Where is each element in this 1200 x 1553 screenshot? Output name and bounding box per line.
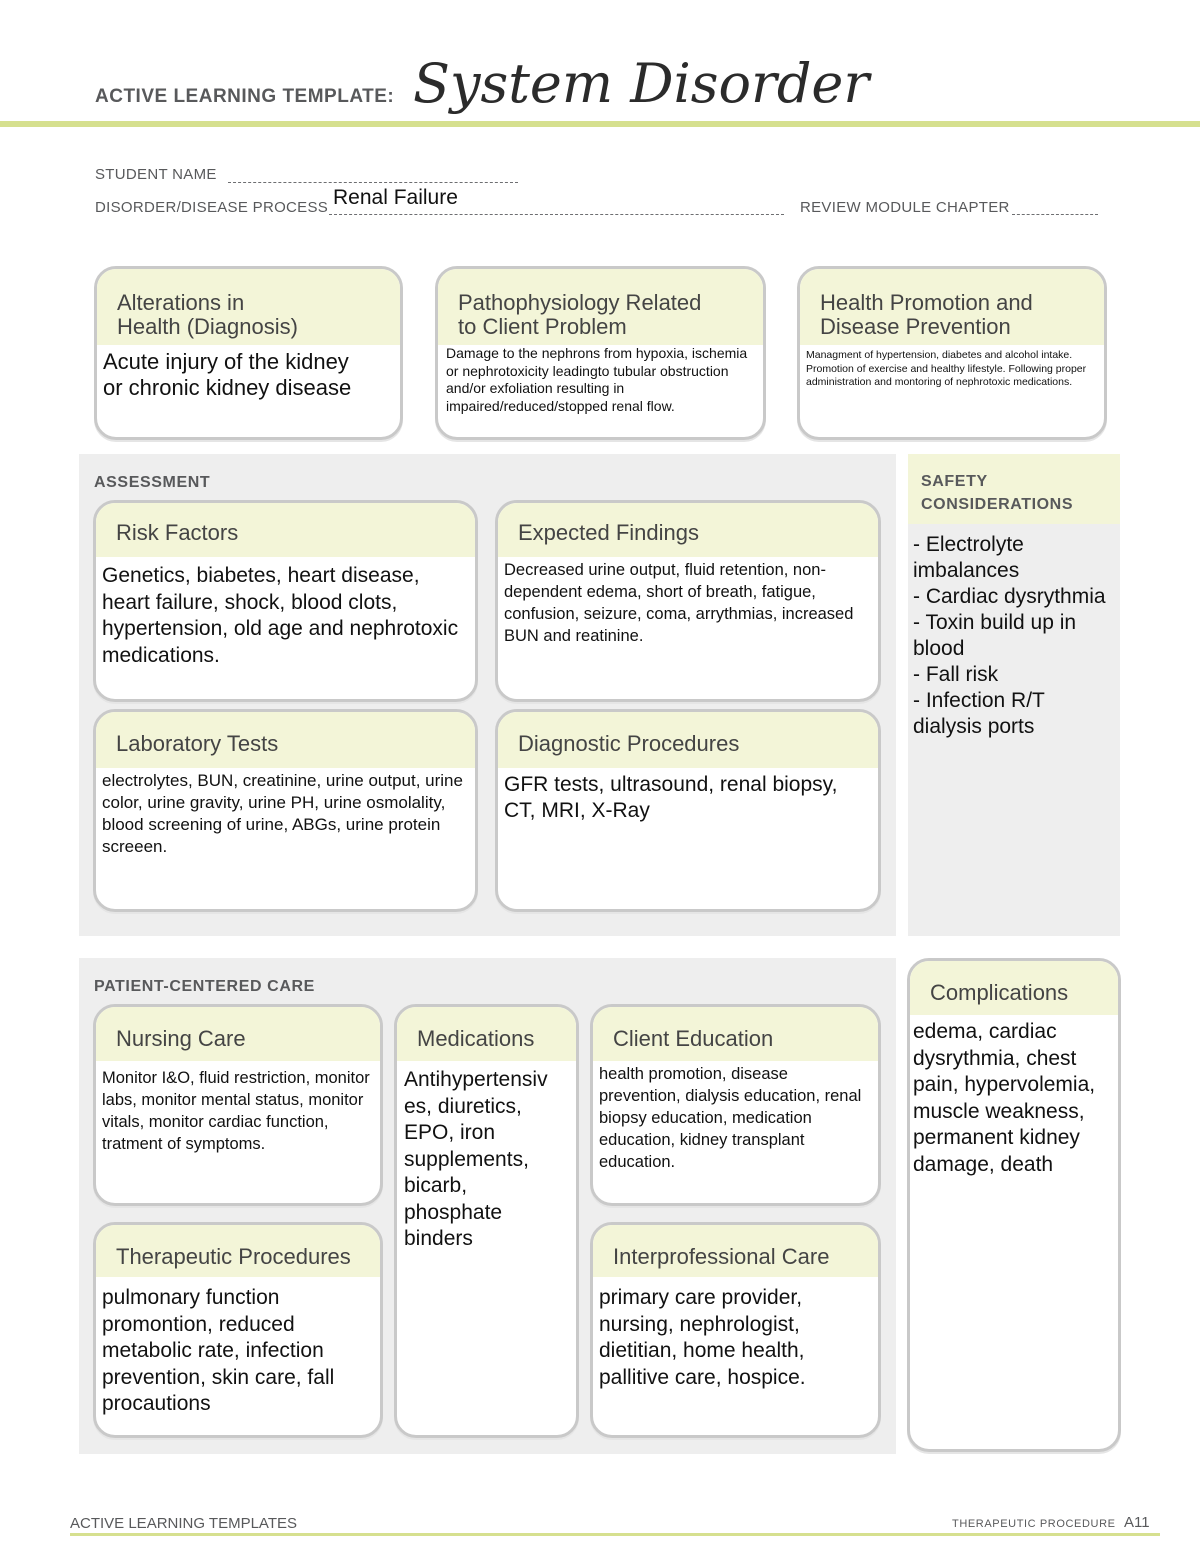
complications-card: [907, 958, 1121, 1452]
interprofessional-care-title: Interprofessional Care: [593, 1225, 878, 1277]
diagnosis-title: Alterations in Health (Diagnosis): [97, 269, 400, 345]
pathophysiology-title: Pathophysiology Related to Client Problem: [438, 269, 763, 345]
pathophysiology-body: Damage to the nephrons from hypoxia, ischemia or nephrotoxicity leadingto tubular obstruction and/or exfoliation resulting in impaired/reduced/stopped renal flow.: [446, 345, 748, 414]
client-education-card: [590, 1004, 881, 1206]
laboratory-tests-body: electrolytes, BUN, creatinine, urine output, urine color, urine gravity, urine PH, urine osmolality, blood screening of urine, ABGs, urine protein screeen.: [102, 771, 463, 856]
health-promotion-title: Health Promotion and Disease Prevention: [800, 269, 1104, 345]
safety-label: SAFETY CONSIDERATIONS: [908, 454, 1120, 524]
footer-left: ACTIVE LEARNING TEMPLATES: [70, 1515, 297, 1532]
therapeutic-procedures-body: pulmonary function promontion, reduced metabolic rate, infection prevention, skin care, fall procautions: [102, 1286, 335, 1415]
diagnosis-card: [94, 266, 403, 440]
medications-body: Antihypertensiv es, diuretics, EPO, iron supplements, bicarb, phosphate binders: [404, 1068, 548, 1250]
disease-process-field[interactable]: [329, 186, 784, 215]
health-promotion-card: [797, 266, 1107, 440]
risk-factors-card: [93, 500, 478, 702]
interprofessional-care-body: primary care provider, nursing, nephrologist, dietitian, home health, pallitive care, hospice.: [599, 1286, 806, 1389]
patient-care-label: PATIENT-CENTERED CARE: [94, 978, 315, 995]
medications-title: Medications: [397, 1007, 576, 1061]
medications-card: [394, 1004, 579, 1438]
disease-process-value: Renal Failure: [333, 186, 458, 209]
complications-body: edema, cardiac dysrythmia, chest pain, hypervolemia, muscle weakness, permanent kidney damage, death: [913, 1020, 1096, 1176]
client-education-title: Client Education: [593, 1007, 878, 1061]
review-chapter-field[interactable]: [1012, 198, 1098, 215]
template-title: System Disorder: [413, 52, 870, 115]
nursing-care-body: Monitor I&O, fluid restriction, monitor labs, monitor mental status, monitor vitals, monitor cardiac function, tratment of symptoms.: [102, 1069, 370, 1153]
review-chapter-label: REVIEW MODULE CHAPTER: [800, 199, 1010, 216]
client-education-body: health promotion, disease prevention, dialysis education, renal biopsy education, medication education, kidney transplant education.: [599, 1065, 862, 1171]
diagnostic-procedures-body: GFR tests, ultrasound, renal biopsy, CT, MRI, X-Ray: [504, 773, 838, 822]
interprofessional-care-card: [590, 1222, 881, 1438]
template-label: ACTIVE LEARNING TEMPLATE:: [95, 86, 395, 107]
assessment-label: ASSESSMENT: [94, 474, 211, 491]
complications-title: Complications: [910, 961, 1118, 1015]
footer-rule: [70, 1533, 1160, 1536]
therapeutic-procedures-title: Therapeutic Procedures: [96, 1225, 380, 1277]
safety-body: - Electrolyte imbalances - Cardiac dysrythmia - Toxin build up in blood - Fall risk - Infection R/T dialysis ports: [913, 533, 1106, 738]
student-name-field[interactable]: [228, 164, 518, 183]
health-promotion-body: Managment of hypertension, diabetes and alcohol intake. Promotion of exercise and healthy lifestyle. Following proper administration and montoring of nephrotoxic medications.: [806, 349, 1087, 388]
laboratory-tests-card: [93, 709, 478, 912]
laboratory-tests-title: Laboratory Tests: [96, 712, 475, 768]
header-rule: [0, 121, 1200, 127]
student-name-label: STUDENT NAME: [95, 166, 217, 183]
nursing-care-title: Nursing Care: [96, 1007, 380, 1061]
risk-factors-title: Risk Factors: [96, 503, 475, 557]
footer-right: THERAPEUTIC PROCEDURE: [952, 1518, 1116, 1530]
page-number: A11: [1124, 1514, 1150, 1531]
pathophysiology-card: [435, 266, 766, 440]
diagnostic-procedures-title: Diagnostic Procedures: [498, 712, 878, 768]
disease-process-label: DISORDER/DISEASE PROCESS: [95, 199, 329, 216]
expected-findings-card: [495, 500, 881, 702]
diagnosis-body: Acute injury of the kidney or chronic kidney disease: [103, 349, 352, 400]
therapeutic-procedures-card: [93, 1222, 383, 1438]
expected-findings-title: Expected Findings: [498, 503, 878, 557]
risk-factors-body: Genetics, biabetes, heart disease, heart failure, shock, blood clots, hypertension, old age and nephrotoxic medications.: [102, 564, 459, 667]
nursing-care-card: [93, 1004, 383, 1206]
expected-findings-body: Decreased urine output, fluid retention, non-dependent edema, short of breath, fatigue, confusion, seizure, coma, arrythmias, increased BUN and reatinine.: [504, 561, 854, 645]
diagnostic-procedures-card: [495, 709, 881, 912]
